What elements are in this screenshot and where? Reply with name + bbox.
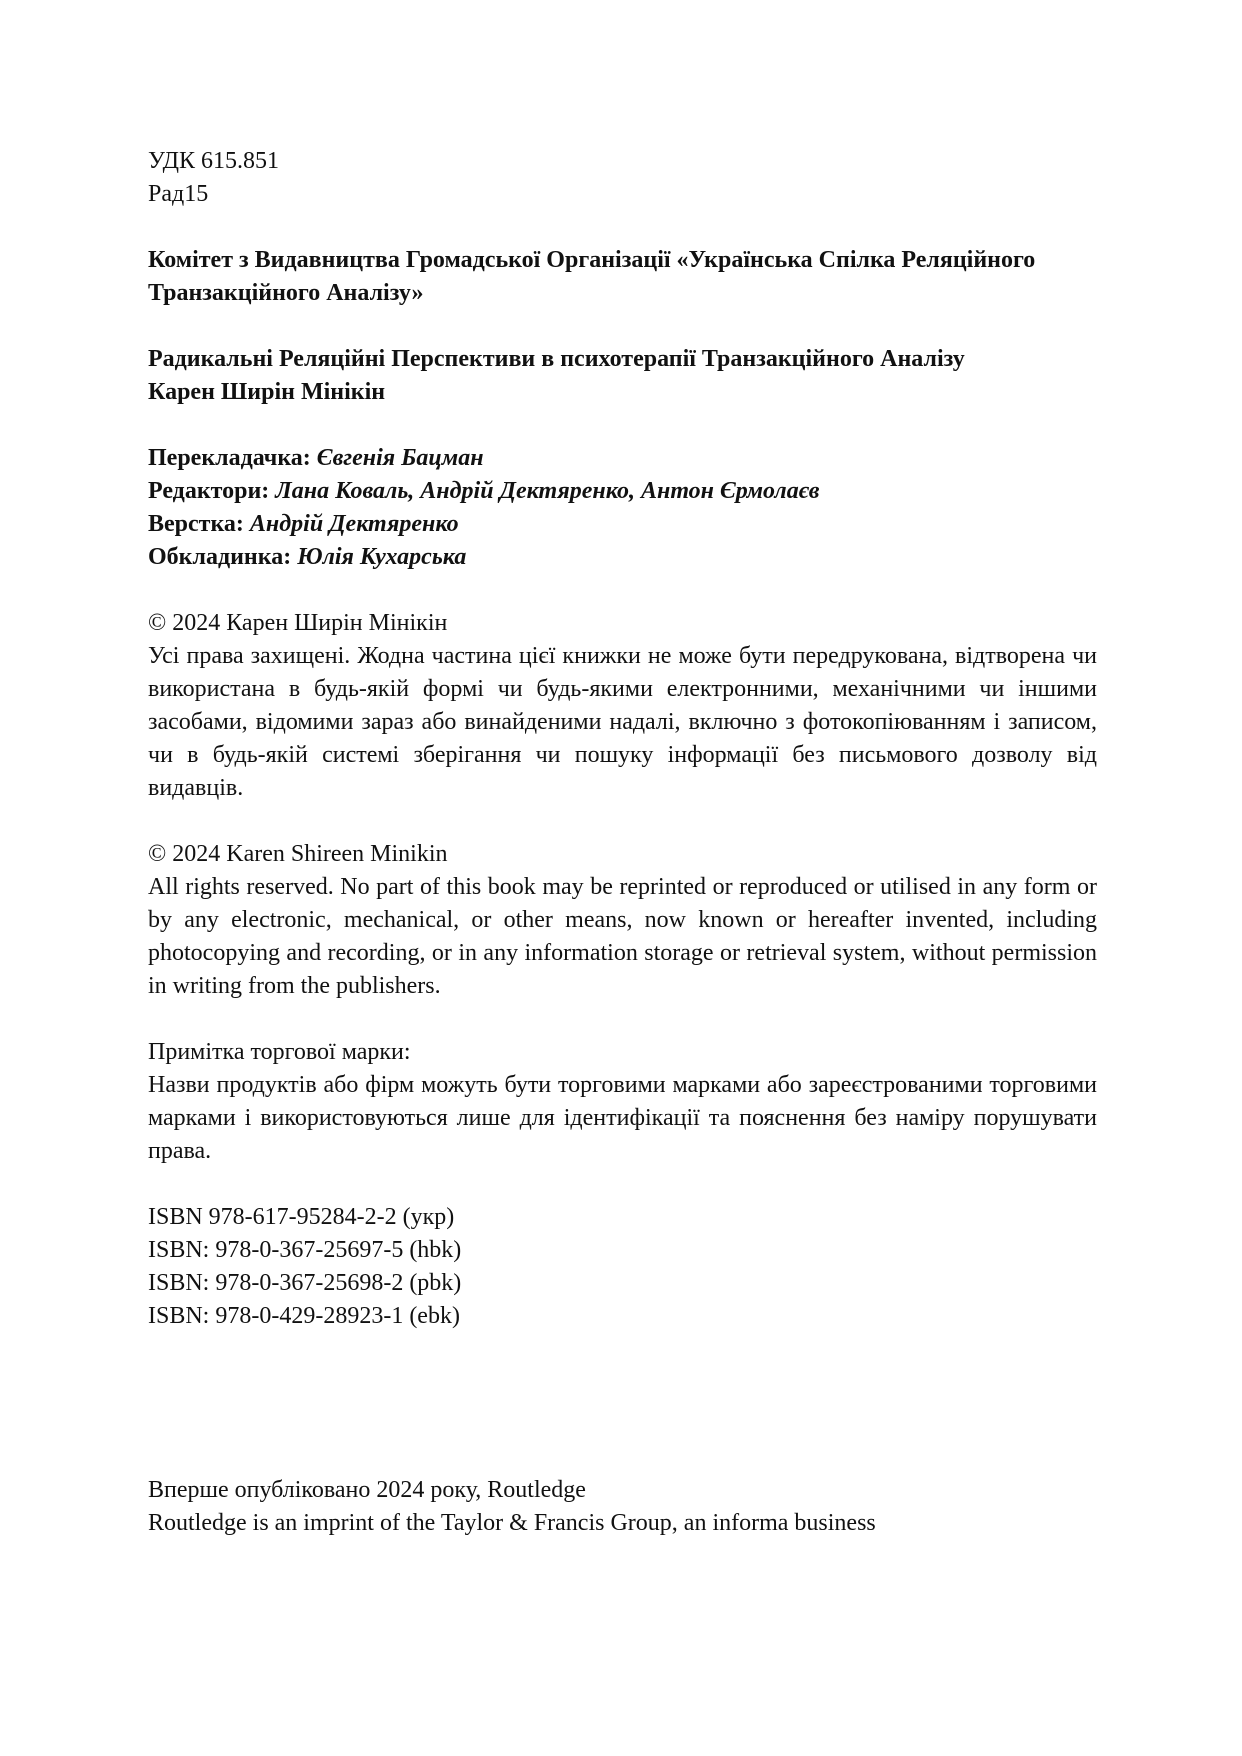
copyright-en-line: © 2024 Karen Shireen Minikin [148,841,448,867]
trademark-text: Назви продуктів або фірм можуть бути торговими марками або зареєстрованими торговими марками і використовуються лише для ідентифікації та пояснення без наміру порушувати права. [148,1072,1097,1164]
copyright-en-text: All rights reserved. No part of this book may be reprinted or reproduced or utilised in any form or by any electronic, mechanical, or other means, now known or hereafter invented, including photocopying and recording, or in any information storage or retrieval system, without permission in writing from the publishers. [148,874,1097,999]
credit-role: Редактори: [148,478,270,504]
trademark-heading: Примітка торгової марки: [148,1039,411,1065]
credit-cover [148,541,1097,574]
credit-role: Верстка: [148,511,244,537]
credit-role: Перекладачка: [148,445,311,471]
trademark-block [148,1036,1097,1168]
credit-editors [148,475,1097,508]
committee-block [148,244,1097,310]
copyright-ua-line: © 2024 Карен Ширін Мінікін [148,610,448,636]
credit-translator [148,442,1097,475]
credits-block [148,442,1097,574]
isbn-pbk: ISBN: 978-0-367-25698-2 (pbk) [148,1270,462,1296]
udk-code: УДК 615.851 [148,148,279,174]
imprint-line: Routledge is an imprint of the Taylor & Francis Group, an informa business [148,1510,876,1536]
committee-line-1: Комітет з Видавництва Громадської Організації «Українська Спілка Реляційного [148,247,1036,273]
first-published-line: Вперше опубліковано 2024 року, Routledge [148,1477,586,1503]
credit-names: Лана Коваль, Андрій Дектяренко, Антон Єрмолаєв [275,478,820,504]
classification-block [148,145,1097,211]
book-title: Радикальні Реляційні Перспективи в психотерапії Транзакційного Аналізу [148,346,965,372]
library-code: Рад15 [148,181,209,207]
credit-role: Обкладинка: [148,544,292,570]
page-content [148,145,1097,1333]
copyright-en-block [148,838,1097,1003]
book-author: Карен Ширін Мінікін [148,379,386,405]
copyright-ua-text: Усі права захищені. Жодна частина цієї книжки не може бути передрукована, відтворена чи використана в будь-якій формі чи будь-якими електронними, механічними чи іншими засобами, відомими зараз або винайденими надалі, включно з фотокопіюванням і записом, чи в будь-якій системі зберігання чи пошуку інформації без письмового дозволу від видавців. [148,643,1097,801]
committee-line-2: Транзакційного Аналізу» [148,280,424,306]
isbn-hbk: ISBN: 978-0-367-25697-5 (hbk) [148,1237,462,1263]
book-block [148,343,1097,409]
isbn-ukr: ISBN 978-617-95284-2-2 (укр) [148,1204,455,1230]
credit-names: Юлія Кухарська [297,544,467,570]
isbn-ebk: ISBN: 978-0-429-28923-1 (ebk) [148,1303,460,1329]
credit-names: Євгенія Бацман [316,445,484,471]
credit-names: Андрій Дектяренко [249,511,459,537]
copyright-ua-block [148,607,1097,805]
credit-layout [148,508,1097,541]
publisher-footer [148,1474,1097,1540]
isbn-block [148,1201,1097,1333]
